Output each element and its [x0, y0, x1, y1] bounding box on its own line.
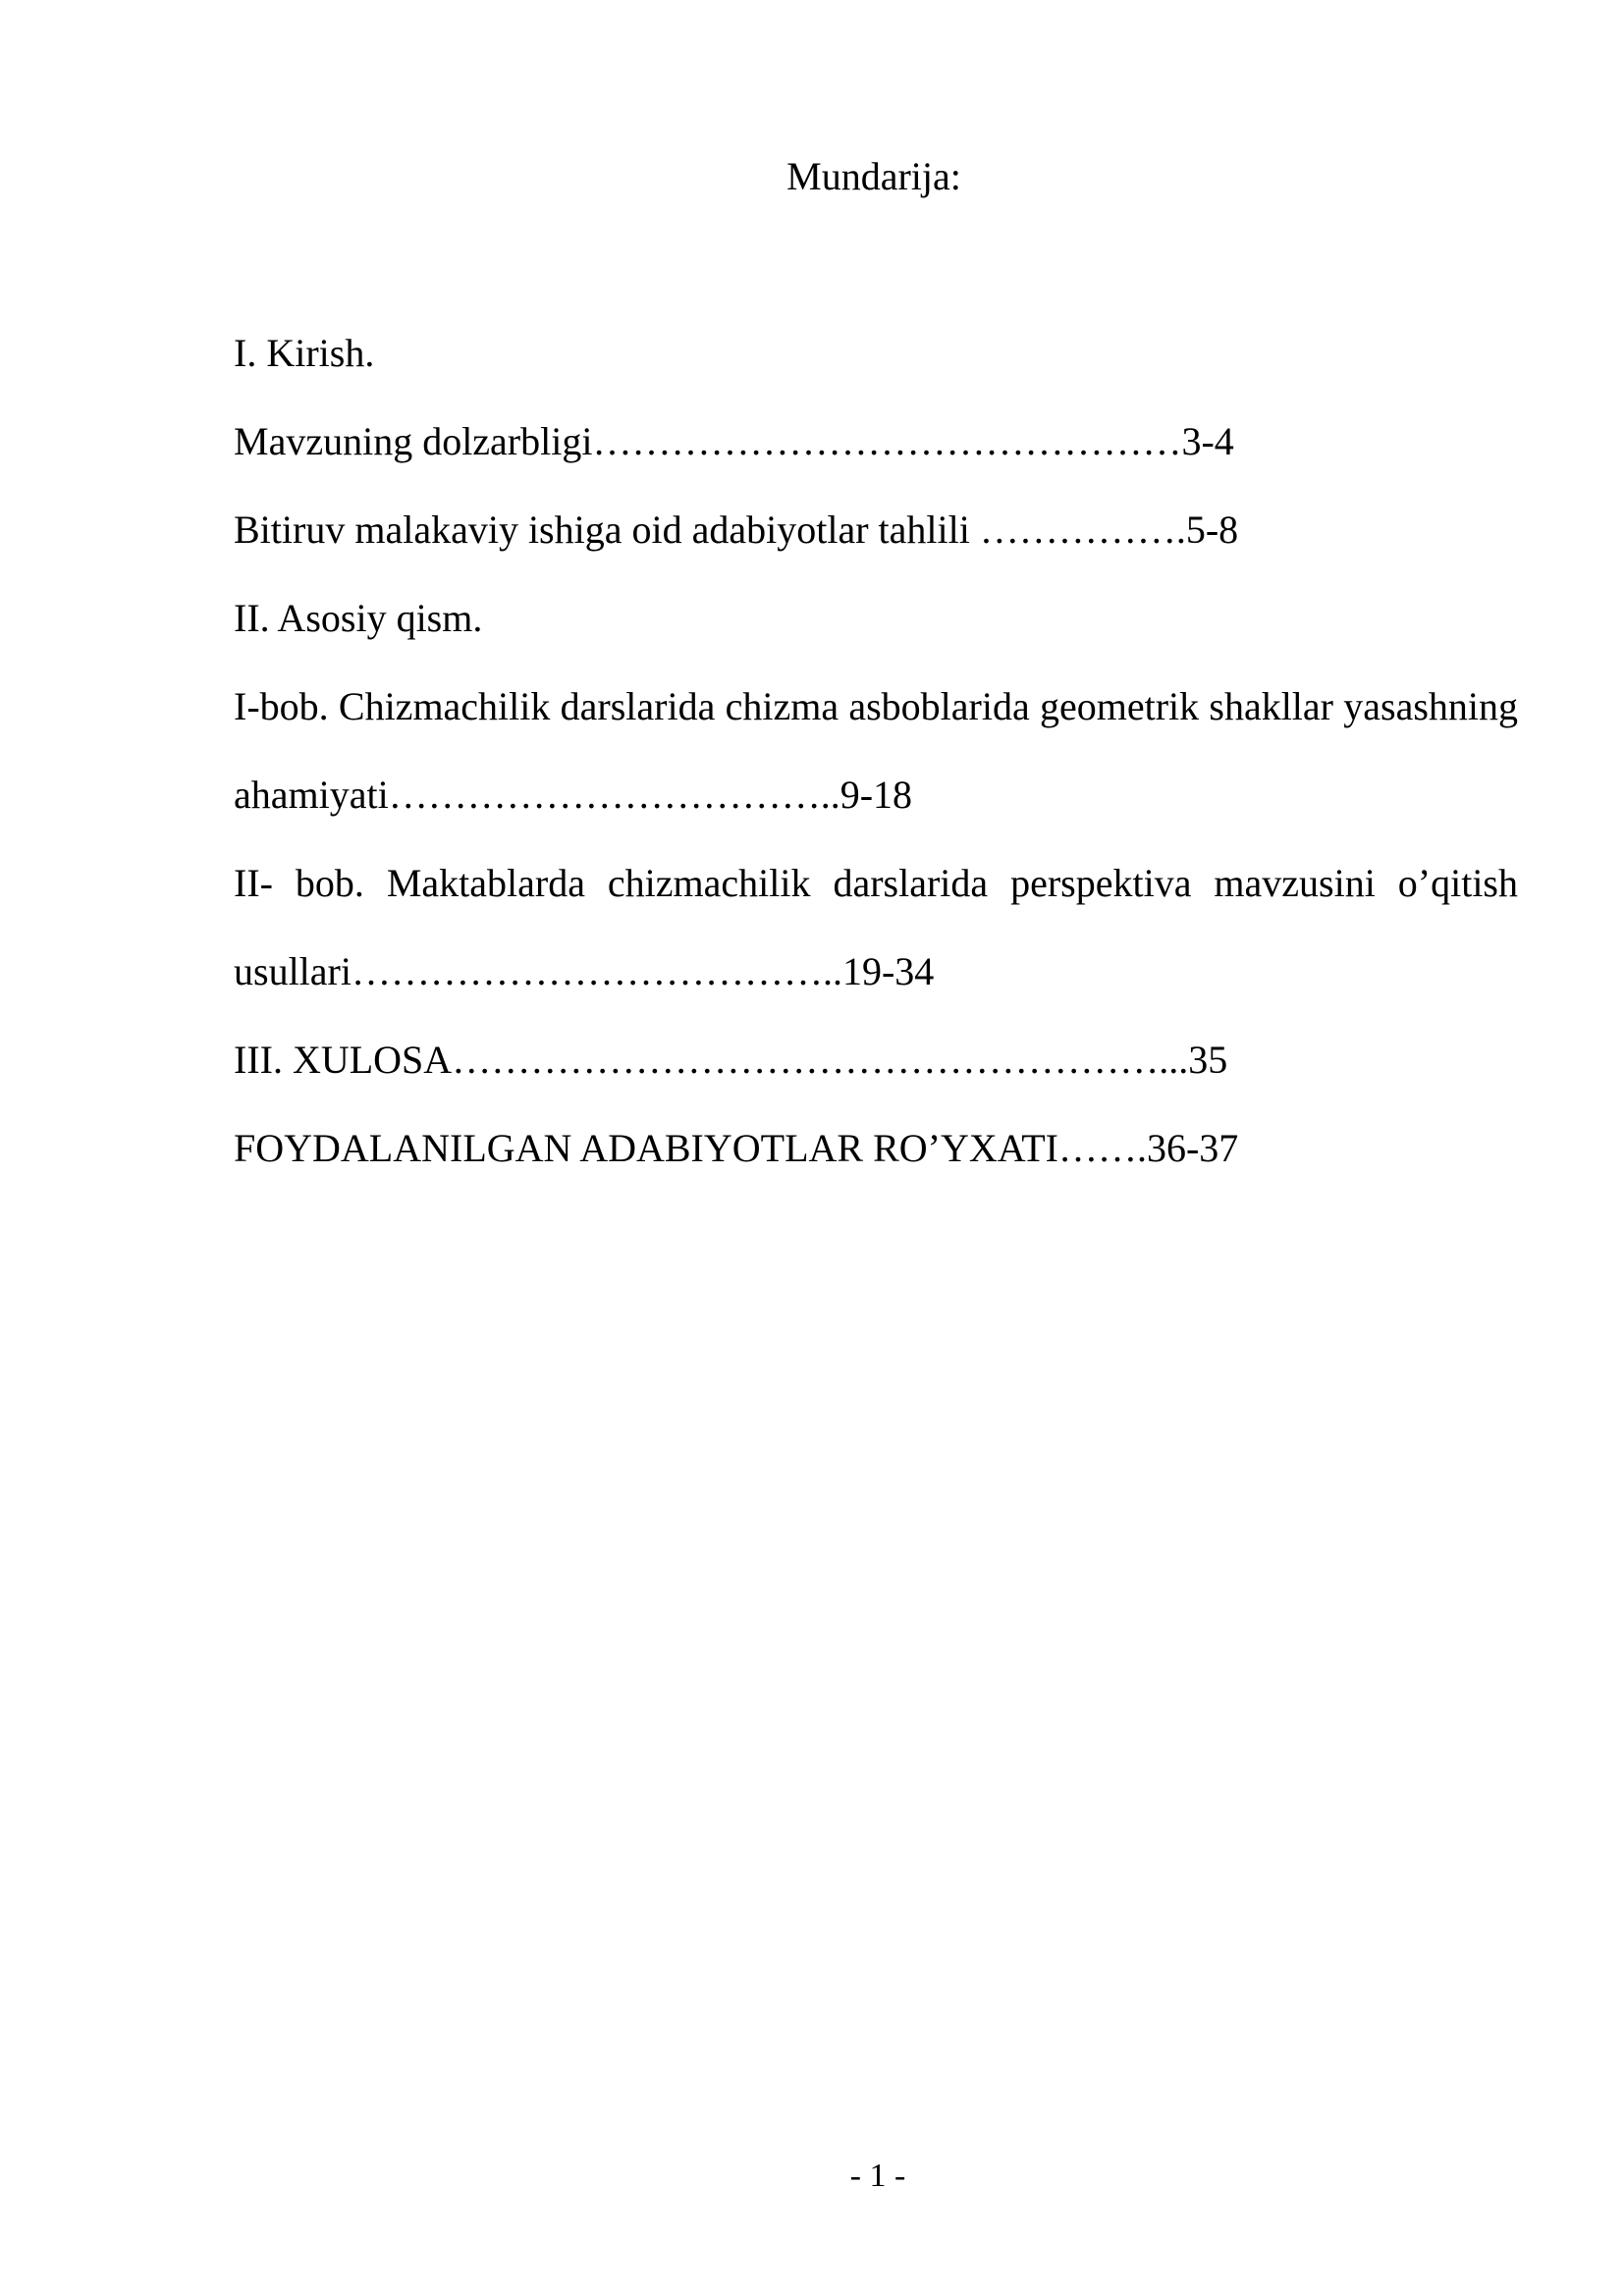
- page-title: Mundarija:: [786, 154, 961, 198]
- toc-entry-continuation: ahamiyati……………………………..9-18: [234, 773, 913, 817]
- toc-entry: I-bob. Chizmachilik darslarida chizma asboblarida geometrik shakllar yasashning: [234, 684, 1518, 728]
- toc-section-heading: II. Asosiy qism.: [234, 596, 483, 640]
- table-of-contents: [234, 329, 1518, 1212]
- toc-entry: II- bob. Maktablarda chizmachilik darslarida perspektiva mavzusini o’qitish: [234, 861, 1518, 905]
- toc-entry-continuation: usullari………………………………..19-34: [234, 949, 935, 993]
- page-number: - 1 -: [849, 2158, 906, 2194]
- toc-section-heading: I. Kirish.: [234, 331, 375, 375]
- toc-entry: Mavzuning dolzarbligi………………………………………3-4: [234, 419, 1234, 463]
- toc-entry: FOYDALANILGAN ADABIYOTLAR RO’YXATI…….36-37: [234, 1126, 1239, 1170]
- toc-entry: III. XULOSA………………………………………………...35: [234, 1038, 1228, 1082]
- toc-entry: Bitiruv malakaviy ishiga oid adabiyotlar tahlili …………….5-8: [234, 507, 1239, 552]
